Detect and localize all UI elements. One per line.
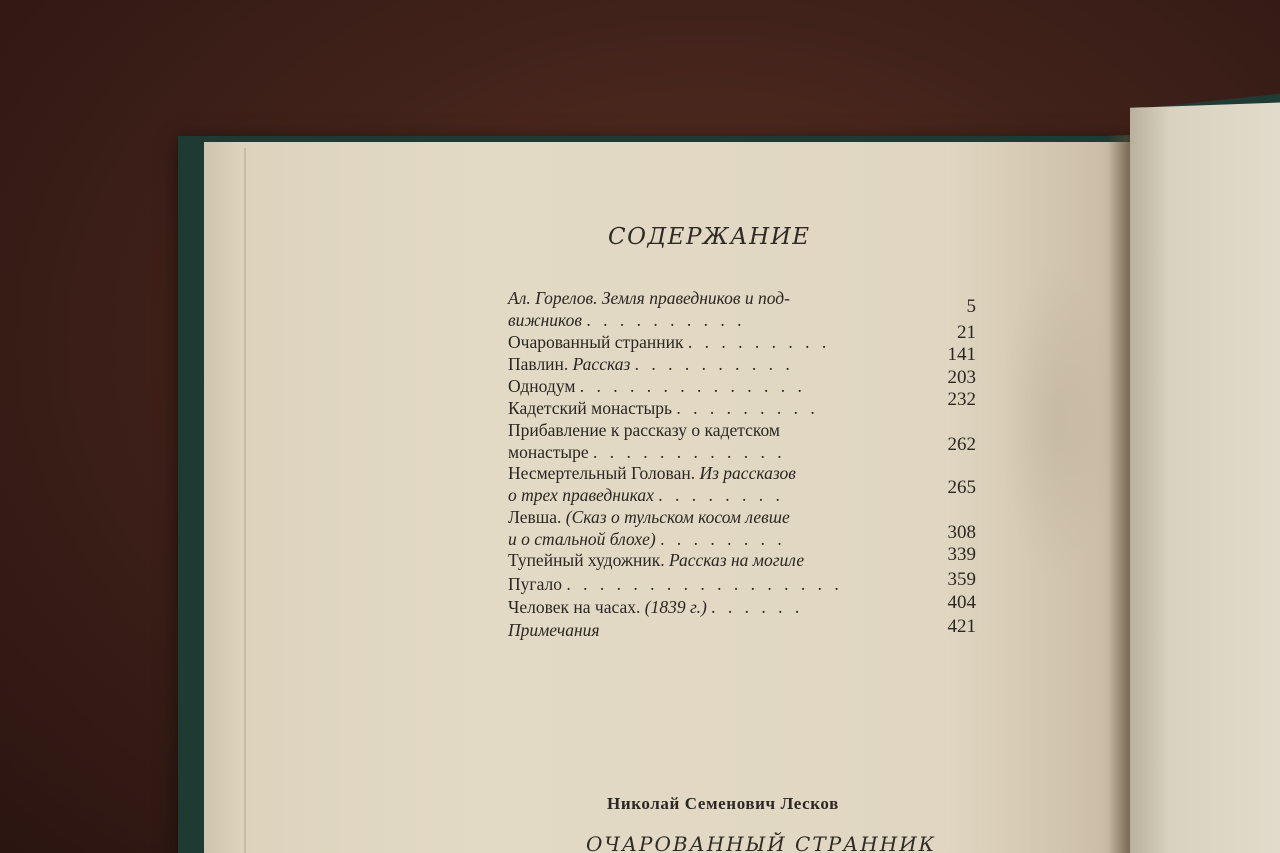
toc-entry <box>508 353 908 375</box>
toc-entry <box>508 462 908 484</box>
toc-entry-subtitle: Из рассказов <box>699 463 796 483</box>
imprint-book-title: ОЧАРОВАННЫЙ СТРАННИК <box>586 832 937 853</box>
toc-entry-title: Однодум <box>508 376 576 396</box>
toc-entry-continuation <box>508 441 908 463</box>
toc-page-number: 359 <box>947 569 976 590</box>
toc-page-number: 232 <box>947 389 976 410</box>
leader-dots: . . . . . . . . . . . . . . <box>579 376 806 396</box>
toc-page-number: 141 <box>947 344 976 365</box>
toc-entry <box>508 549 908 571</box>
toc-entry-title: Несмертельный Голован. <box>508 463 696 483</box>
toc-page-number: 203 <box>947 367 976 388</box>
leader-dots: . . . . . . . . . . <box>634 354 794 374</box>
toc-entry-title: Очарованный странник <box>508 332 684 352</box>
toc-entry-title: Человек на часах. <box>508 597 641 617</box>
toc-entry-continuation <box>508 484 908 506</box>
toc-entry-title: Левша. <box>508 507 562 527</box>
toc-entry <box>508 573 908 595</box>
toc-page-number: 21 <box>957 322 976 343</box>
toc-entry <box>508 619 908 641</box>
leader-dots: . . . . . . . . . . <box>586 310 746 330</box>
toc-entry <box>508 397 908 419</box>
toc-entry <box>508 506 908 528</box>
leader-dots: . . . . . . . . <box>660 529 786 549</box>
imprint-author: Николай Семенович Лесков <box>607 794 839 813</box>
leader-dots: . . . . . . . . . . . . <box>593 442 786 462</box>
toc-page-number: 5 <box>966 296 976 317</box>
toc-entry-title: Примечания <box>508 620 600 640</box>
toc-entry <box>508 419 908 441</box>
toc-entry-title-line2: о трех праведниках <box>508 485 654 505</box>
toc-entry-title: Прибавление к рассказу о кадетском <box>508 420 780 440</box>
toc-entry-title: Тупейный художник. <box>508 550 665 570</box>
leader-dots: . . . . . . . . . <box>676 398 819 418</box>
leader-dots: . . . . . . <box>711 597 804 617</box>
toc-entry <box>508 375 908 397</box>
leader-dots: . . . . . . . . . . . . . . . . . <box>566 574 843 594</box>
leader-dots: . . . . . . . . <box>658 485 784 505</box>
toc-entry-subtitle: Рассказ на могиле <box>668 550 805 570</box>
toc-entry-title-line2: монастыре <box>508 442 589 462</box>
toc-entry-subtitle: Рассказ <box>572 354 631 374</box>
contents-title: СОДЕРЖАНИЕ <box>608 224 811 250</box>
toc-entry <box>508 287 908 309</box>
toc-entry-subtitle: (1839 г.) <box>644 597 707 617</box>
toc-entry <box>508 596 908 618</box>
toc-entry-continuation <box>508 309 908 331</box>
toc-page-number: 339 <box>947 544 976 565</box>
toc-entry <box>508 331 908 353</box>
toc-entry-title-line2: и о стальной блохе) <box>508 529 656 549</box>
toc-page-number: 404 <box>947 592 976 613</box>
toc-entry-title: Пугало <box>508 574 562 594</box>
toc-entry-title: Ал. Горелов. Земля праведников и под- <box>508 288 790 308</box>
toc-page-number: 262 <box>947 434 976 455</box>
toc-page-number: 421 <box>947 616 976 637</box>
toc-entry-subtitle: (Сказ о тульском косом левше <box>565 507 790 527</box>
toc-entry-title: Кадетский монастырь <box>508 398 672 418</box>
toc-entry-title-line2: вижников <box>508 310 582 330</box>
toc-entry-continuation <box>508 528 908 550</box>
toc-page-number: 308 <box>947 522 976 543</box>
toc-page-number: 265 <box>947 477 976 498</box>
leader-dots: . . . . . . . . . <box>687 332 831 352</box>
toc-entry-title: Павлин. <box>508 354 569 374</box>
